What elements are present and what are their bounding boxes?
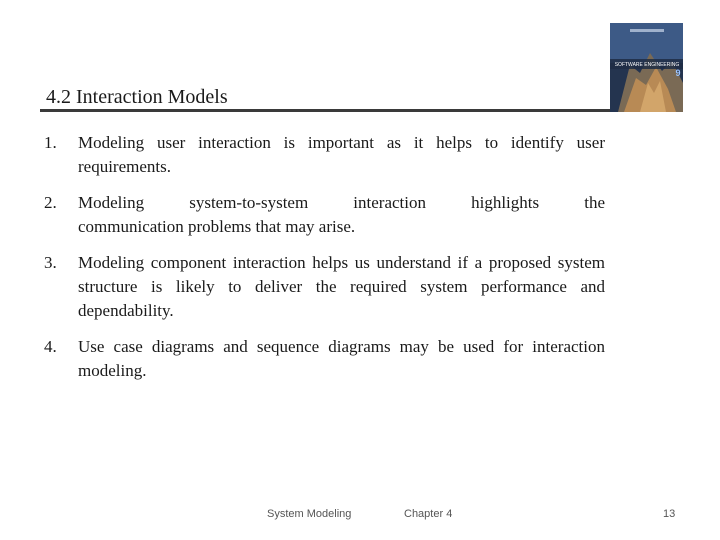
list-item-number: 1.	[44, 133, 57, 152]
numbered-list	[44, 131, 605, 395]
list-item-number: 3.	[44, 253, 57, 272]
list-item-text: Modeling user interaction is important as it helps to identify user requirements.	[78, 133, 605, 176]
book-cover-art	[610, 23, 683, 112]
list-item	[44, 335, 605, 383]
list-item-number: 4.	[44, 337, 57, 356]
list-item	[44, 131, 605, 179]
list-item	[44, 191, 605, 239]
list-item-text: Use case diagrams and sequence diagrams may be used for interaction modeling.	[78, 337, 605, 380]
list-item-text: Modeling component interaction helps us understand if a proposed system structure is likely to deliver the required system performance and dependability.	[78, 253, 605, 320]
list-item-text-line: Modeling system-to-system interaction highlights the	[78, 193, 605, 212]
page-number: 13	[663, 508, 676, 520]
list-item-number: 2.	[44, 193, 57, 212]
footer-chapter: Chapter 4	[404, 508, 453, 520]
svg-text:9: 9	[675, 68, 681, 78]
footer-title: System Modeling	[267, 508, 352, 520]
slide-title: 4.2 Interaction Models	[46, 86, 228, 108]
title-underline	[40, 109, 610, 112]
book-cover-image	[610, 23, 683, 112]
svg-text:SOFTWARE ENGINEERING: SOFTWARE ENGINEERING	[614, 62, 680, 68]
list-item-text	[78, 191, 605, 239]
list-item-text-line: communication problems that may arise.	[78, 217, 356, 236]
list-item	[44, 251, 605, 323]
